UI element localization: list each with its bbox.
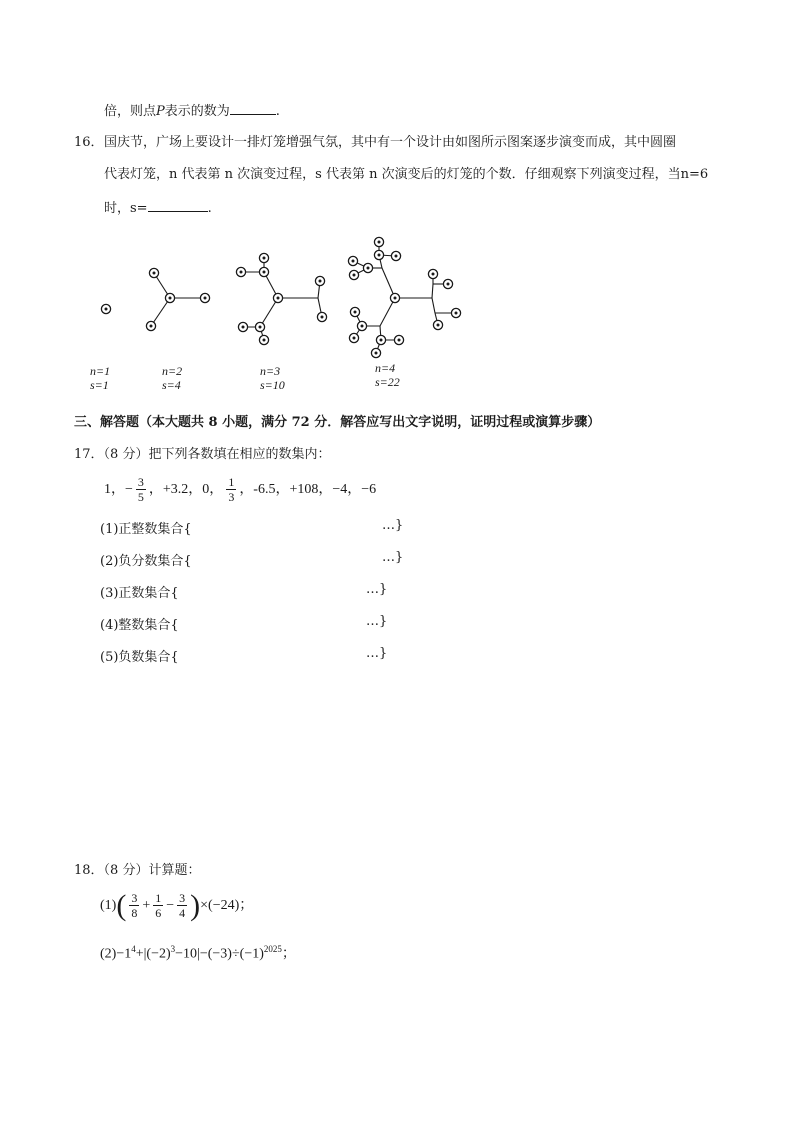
set-close: …} xyxy=(366,614,388,629)
part-label: (2) xyxy=(100,946,117,962)
set-positive-integers xyxy=(100,518,404,537)
lantern-circle xyxy=(348,256,357,265)
set-positive-numbers xyxy=(100,582,388,601)
lantern-circle xyxy=(374,237,383,246)
exponent-1: 4 xyxy=(131,944,136,954)
term-2: +|(−2) xyxy=(135,946,171,962)
stage-s-label: s=1 xyxy=(90,378,109,392)
lantern-circle xyxy=(349,333,358,342)
lantern-circle xyxy=(149,268,158,277)
set-close: …} xyxy=(382,550,404,565)
exponent-3: 2025 xyxy=(263,944,282,954)
lantern-circle xyxy=(317,312,326,321)
lantern-circle xyxy=(451,308,460,317)
q16-line1: 国庆节，广场上要设计一排灯笼增强气氛，其中有一个设计由如图所示图案逐步演变而成，其中圆圈 xyxy=(104,135,677,150)
lantern-circle xyxy=(255,322,264,331)
num-list-middle: ，+3.2，0， xyxy=(148,482,224,497)
lantern-circle xyxy=(259,335,268,344)
minus-sign: − xyxy=(166,898,175,913)
lantern-circle xyxy=(391,251,400,260)
q16-period: . xyxy=(207,201,212,216)
q15-tail xyxy=(104,101,280,121)
lantern-circle xyxy=(200,293,209,302)
q17-number-list xyxy=(104,472,376,508)
term-1: −1 xyxy=(116,946,132,962)
lantern-circle xyxy=(165,293,174,302)
set-label: (3)正数集合{ xyxy=(100,586,179,601)
q18-part2 xyxy=(100,938,296,966)
q15-answer-blank[interactable] xyxy=(230,101,276,115)
lantern-circle xyxy=(363,263,372,272)
part2-tail: ； xyxy=(281,946,296,962)
term-3: −10|−(−3)÷(−1) xyxy=(175,946,264,962)
lantern-circle xyxy=(371,348,380,357)
left-paren: ( xyxy=(116,888,127,922)
fraction-3-4 xyxy=(177,891,187,920)
frac-numerator: 3 xyxy=(131,891,138,906)
q15-period: . xyxy=(275,104,280,119)
lantern-circle xyxy=(273,293,282,302)
right-paren: ) xyxy=(190,888,201,922)
part-label: (1) xyxy=(100,898,117,913)
lantern-circle xyxy=(390,293,399,302)
set-label: (5)负数集合{ xyxy=(100,650,179,665)
lantern-circle xyxy=(376,335,385,344)
lantern-circle xyxy=(101,304,110,313)
exponent-2: 3 xyxy=(170,944,176,954)
stage-s-label: s=22 xyxy=(375,375,400,389)
set-close: …} xyxy=(366,582,388,597)
lantern-circle xyxy=(259,253,268,262)
num-list-rest: ，-6.5，+108，−4，−6 xyxy=(239,482,377,497)
set-close: …} xyxy=(366,646,388,661)
stage-n-label: n=1 xyxy=(90,364,111,378)
stage-s-label: s=4 xyxy=(162,378,181,392)
section3-title: 三、解答题（本大题共 8 小题，满分 72 分．解答应写出文字说明，证明过程或演算步骤） xyxy=(74,415,601,430)
stage-n-label: n=2 xyxy=(162,364,183,378)
q18-header: 18．（8 分）计算题： xyxy=(74,863,201,878)
stage4-label xyxy=(375,361,400,389)
plus-sign: + xyxy=(142,898,151,913)
stage2-label xyxy=(162,364,182,392)
neg-sign: − xyxy=(125,482,133,497)
frac-numerator: 1 xyxy=(228,475,235,490)
q16-line3-text: 时，s= xyxy=(104,201,148,216)
lantern-circle xyxy=(433,320,442,329)
lantern-circle xyxy=(350,307,359,316)
set-label: (4)整数集合{ xyxy=(100,618,179,633)
lantern-circle xyxy=(238,322,247,331)
frac-denominator: 8 xyxy=(131,906,138,921)
frac-denominator: 5 xyxy=(137,490,144,505)
stage-n-label: n=4 xyxy=(375,361,396,375)
q16-line3 xyxy=(104,198,212,218)
lantern-circle xyxy=(315,276,324,285)
frac-denominator: 4 xyxy=(179,906,186,921)
q17-header: 17．（8 分）把下列各数填在相应的数集内： xyxy=(74,447,331,462)
set-negative-numbers xyxy=(100,646,388,665)
lantern-circle xyxy=(394,335,403,344)
q15-text: 倍，则点 xyxy=(104,104,157,119)
frac-numerator: 3 xyxy=(179,891,186,906)
lantern-figure xyxy=(90,232,480,362)
part1-tail: ×(−24)； xyxy=(200,898,254,913)
fraction-1-3 xyxy=(226,475,236,504)
stage-n-label: n=3 xyxy=(260,364,281,378)
lantern-circle xyxy=(443,279,452,288)
lantern-circle xyxy=(236,267,245,276)
q15-var: P xyxy=(156,104,165,119)
lantern-circle xyxy=(146,321,155,330)
stage3-label xyxy=(260,364,285,392)
fraction-1-6 xyxy=(153,891,163,920)
set-label: (1)正整数集合{ xyxy=(100,522,192,537)
frac-numerator: 1 xyxy=(155,891,162,906)
frac-numerator: 3 xyxy=(137,475,144,490)
lantern-circle xyxy=(357,321,366,330)
q18-part1 xyxy=(100,886,253,926)
set-integers xyxy=(100,614,388,633)
stage1-label xyxy=(90,364,110,392)
q16-answer-blank[interactable] xyxy=(148,198,208,212)
num-1: 1， xyxy=(104,482,125,497)
frac-denominator: 3 xyxy=(228,490,235,505)
set-label: (2)负分数集合{ xyxy=(100,554,192,569)
q16-line2: 代表灯笼，n 代表第 n 次演变过程，s 代表第 n 次演变后的灯笼的个数．仔细观察下列演变过程，当n=6 xyxy=(104,167,709,182)
fraction-neg-3-5 xyxy=(136,475,146,504)
stage-s-label: s=10 xyxy=(260,378,285,392)
fraction-3-8 xyxy=(129,891,139,920)
lantern-circle xyxy=(428,269,437,278)
set-close: …} xyxy=(382,518,404,533)
lantern-circle xyxy=(349,270,358,279)
q16-number: 16． xyxy=(74,135,104,150)
set-negative-fractions xyxy=(100,550,404,569)
lantern-circle xyxy=(259,267,268,276)
frac-denominator: 6 xyxy=(155,906,162,921)
lantern-circle xyxy=(374,250,383,259)
q15-text-2: 表示的数为 xyxy=(164,104,230,119)
